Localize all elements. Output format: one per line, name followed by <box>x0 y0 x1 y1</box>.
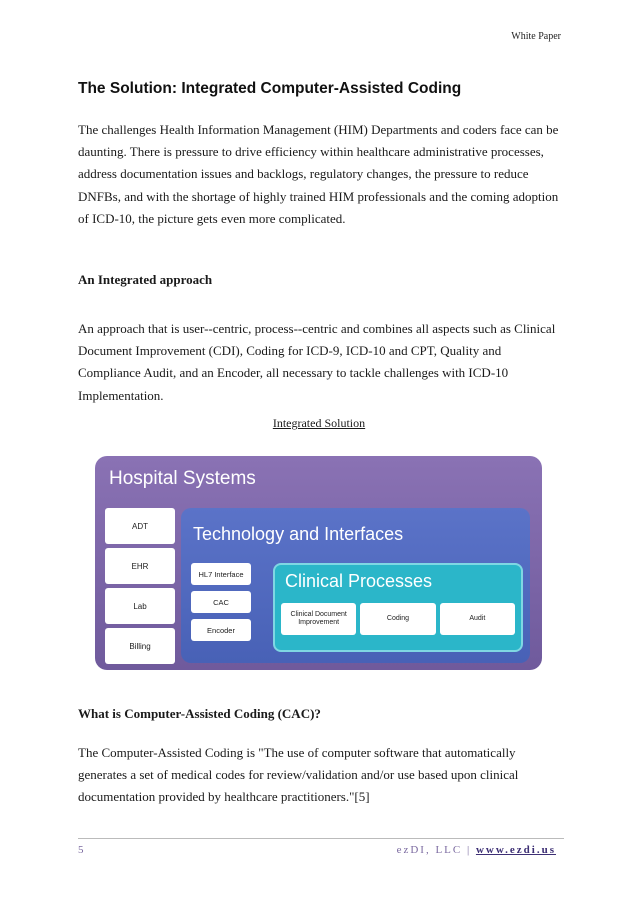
process-box-audit: Audit <box>440 603 515 635</box>
clinical-processes-list <box>281 603 515 635</box>
header-label: White Paper <box>511 31 561 42</box>
clinical-processes-title: Clinical Processes <box>285 571 433 591</box>
figure-caption: Integrated Solution <box>272 416 366 430</box>
process-box-cdi: Clinical Document Improvement <box>281 603 356 635</box>
system-box-adt: ADT <box>105 508 175 544</box>
tech-box-hl7: HL7 Interface <box>191 563 251 585</box>
tech-box-encoder: Encoder <box>191 619 251 641</box>
approach-subheading: An Integrated approach <box>78 272 213 287</box>
website-link[interactable]: www.ezdi.us <box>475 844 556 856</box>
hospital-systems-title: Hospital Systems <box>109 468 256 489</box>
system-box-ehr: EHR <box>105 548 175 584</box>
process-box-coding: Coding <box>360 603 435 635</box>
page-number: 5 <box>78 844 84 856</box>
cac-paragraph: The Computer-Assisted Coding is "The use of computer software that automatically generates a set of medical codes for review/validation and/or use based upon clinical documentation provided by healthcare practitioners."[5] <box>78 745 519 805</box>
hospital-systems-list <box>105 508 175 668</box>
cac-subheading: What is Computer-Assisted Coding (CAC)? <box>78 706 321 721</box>
section-title: The Solution: Integrated Computer-Assisted Coding <box>78 80 462 97</box>
clinical-processes-panel <box>273 563 523 652</box>
technology-list <box>191 563 251 647</box>
technology-panel <box>181 508 530 663</box>
company-name: ezDI, LLC | <box>396 844 472 856</box>
footer-company <box>397 844 556 856</box>
footer-divider <box>78 838 564 839</box>
technology-title: Technology and Interfaces <box>193 524 404 544</box>
tech-box-cac: CAC <box>191 591 251 613</box>
intro-paragraph: The challenges Health Information Management (HIM) Departments and coders face can be daunting. There is pressure to drive efficiency within healthcare administrative processes, address documentation issues and backlogs, regulatory changes, the pressure to reduce DNFBs, and with the shortage of highly trained HIM professionals and the coming adoption of ICD-10, the picture gets even more complicated. <box>78 122 559 226</box>
approach-paragraph: An approach that is user--centric, process--centric and combines all aspects such as Clinical Document Improvement (CDI), Coding for ICD-9, ICD-10 and CPT, Quality and Compliance Audit, and an Encoder, all necessary to tackle challenges with ICD-10 Implementation. <box>78 321 556 403</box>
integrated-solution-diagram <box>95 456 542 670</box>
system-box-lab: Lab <box>105 588 175 624</box>
system-box-billing: Billing <box>105 628 175 664</box>
